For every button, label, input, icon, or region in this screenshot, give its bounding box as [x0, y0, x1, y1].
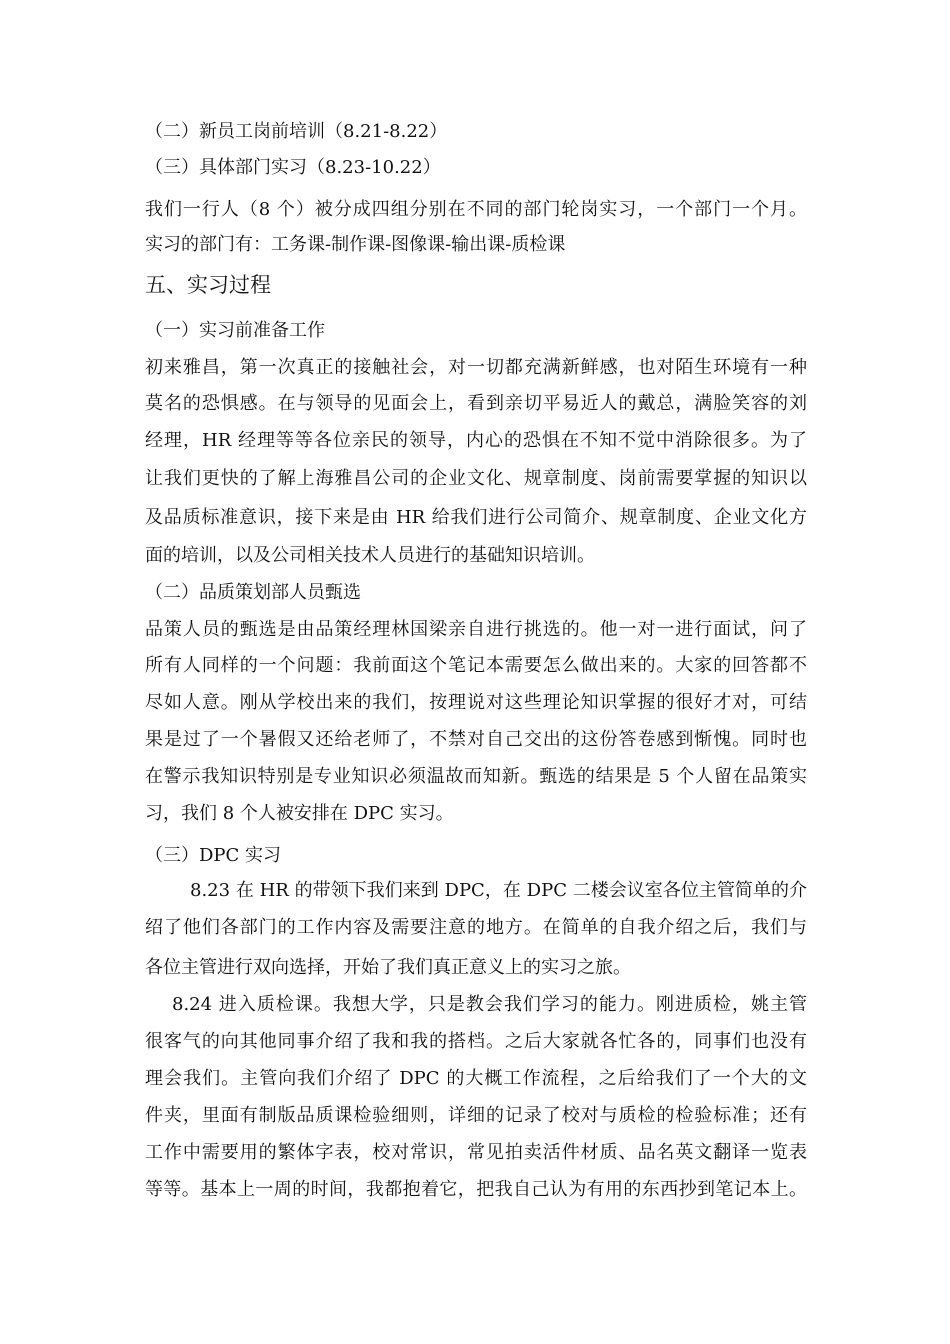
paragraph-line: 初来雅昌，第一次真正的接触社会，对一切都充满新鲜感，也对陌生环境有一种 [145, 357, 807, 378]
subheading-department-internship: （三）具体部门实习（8.23-10.22） [145, 157, 441, 178]
paragraph-line: 8.23 在 HR 的带领下我们来到 DPC，在 DPC 二楼会议室各位主管简单的介 [190, 880, 807, 901]
subheading-preparation: （一）实习前准备工作 [145, 320, 325, 341]
paragraph-line: 件夹，里面有制版品质课检验细则，详细的记录了校对与质检的检验标准；还有 [145, 1105, 807, 1126]
paragraph-line: 我们一行人（8 个）被分成四组分别在不同的部门轮岗实习，一个部门一个月。 [145, 199, 807, 220]
paragraph-line: 面的培训，以及公司相关技术人员进行的基础知识培训。 [145, 545, 595, 566]
subheading-dpc-internship: （三）DPC 实习 [145, 845, 282, 866]
paragraph-line: 莫名的恐惧感。在与领导的见面会上，看到亲切平易近人的戴总，满脸笑容的刘 [145, 393, 807, 414]
paragraph-line: 8.24 进入质检课。我想大学，只是教会我们学习的能力。刚进质检，姚主管 [172, 994, 807, 1015]
paragraph-line: 很客气的向其他同事介绍了我和我的搭档。之后大家就各忙各的，同事们也没有 [145, 1031, 807, 1052]
paragraph-line: 工作中需要用的繁体字表，校对常识，常见拍卖活件材质、品名英文翻译一览表 [145, 1142, 807, 1163]
paragraph-line: 果是过了一个暑假又还给老师了，不禁对自己交出的这份答卷感到惭愧。同时也 [145, 729, 807, 750]
paragraph-line: 品策人员的甄选是由品策经理林国梁亲自进行挑选的。他一对一进行面试，问了 [145, 619, 807, 640]
paragraph-line: 习，我们 8 个人被安排在 DPC 实习。 [145, 803, 454, 824]
subheading-staff-selection: （二）品质策划部人员甄选 [145, 582, 361, 603]
paragraph-line: 绍了他们各部门的工作内容及需要注意的地方。在简单的自我介绍之后，我们与 [145, 917, 807, 938]
paragraph-line: 等等。基本上一周的时间，我都抱着它，把我自己认为有用的东西抄到笔记本上。 [145, 1179, 807, 1200]
subheading-new-staff-training: （二）新员工岗前培训（8.21-8.22） [145, 121, 448, 142]
paragraph-line: 各位主管进行双向选择，开始了我们真正意义上的实习之旅。 [145, 957, 631, 978]
paragraph-line: 尽如人意。刚从学校出来的我们，按理说对这些理论知识掌握的很好才对，可结 [145, 692, 807, 713]
section-heading-internship-process: 五、实习过程 [145, 273, 271, 297]
paragraph-line: 在警示我知识特别是专业知识必须温故而知新。甄选的结果是 5 个人留在品策实 [145, 766, 807, 787]
paragraph-line: 所有人同样的一个问题：我前面这个笔记本需要怎么做出来的。大家的回答都不 [145, 655, 807, 676]
paragraph-line: 实习的部门有：工务课-制作课-图像课-输出课-质检课 [145, 234, 566, 255]
paragraph-line: 及品质标准意识，接下来是由 HR 给我们进行公司简介、规章制度、企业文化方 [145, 507, 807, 528]
paragraph-line: 经理，HR 经理等等各位亲民的领导，内心的恐惧在不知不觉中消除很多。为了 [145, 430, 807, 451]
paragraph-line: 理会我们。主管向我们介绍了 DPC 的大概工作流程，之后给我们了一个大的文 [145, 1068, 807, 1089]
paragraph-line: 让我们更快的了解上海雅昌公司的企业文化、规章制度、岗前需要掌握的知识以 [145, 468, 807, 489]
